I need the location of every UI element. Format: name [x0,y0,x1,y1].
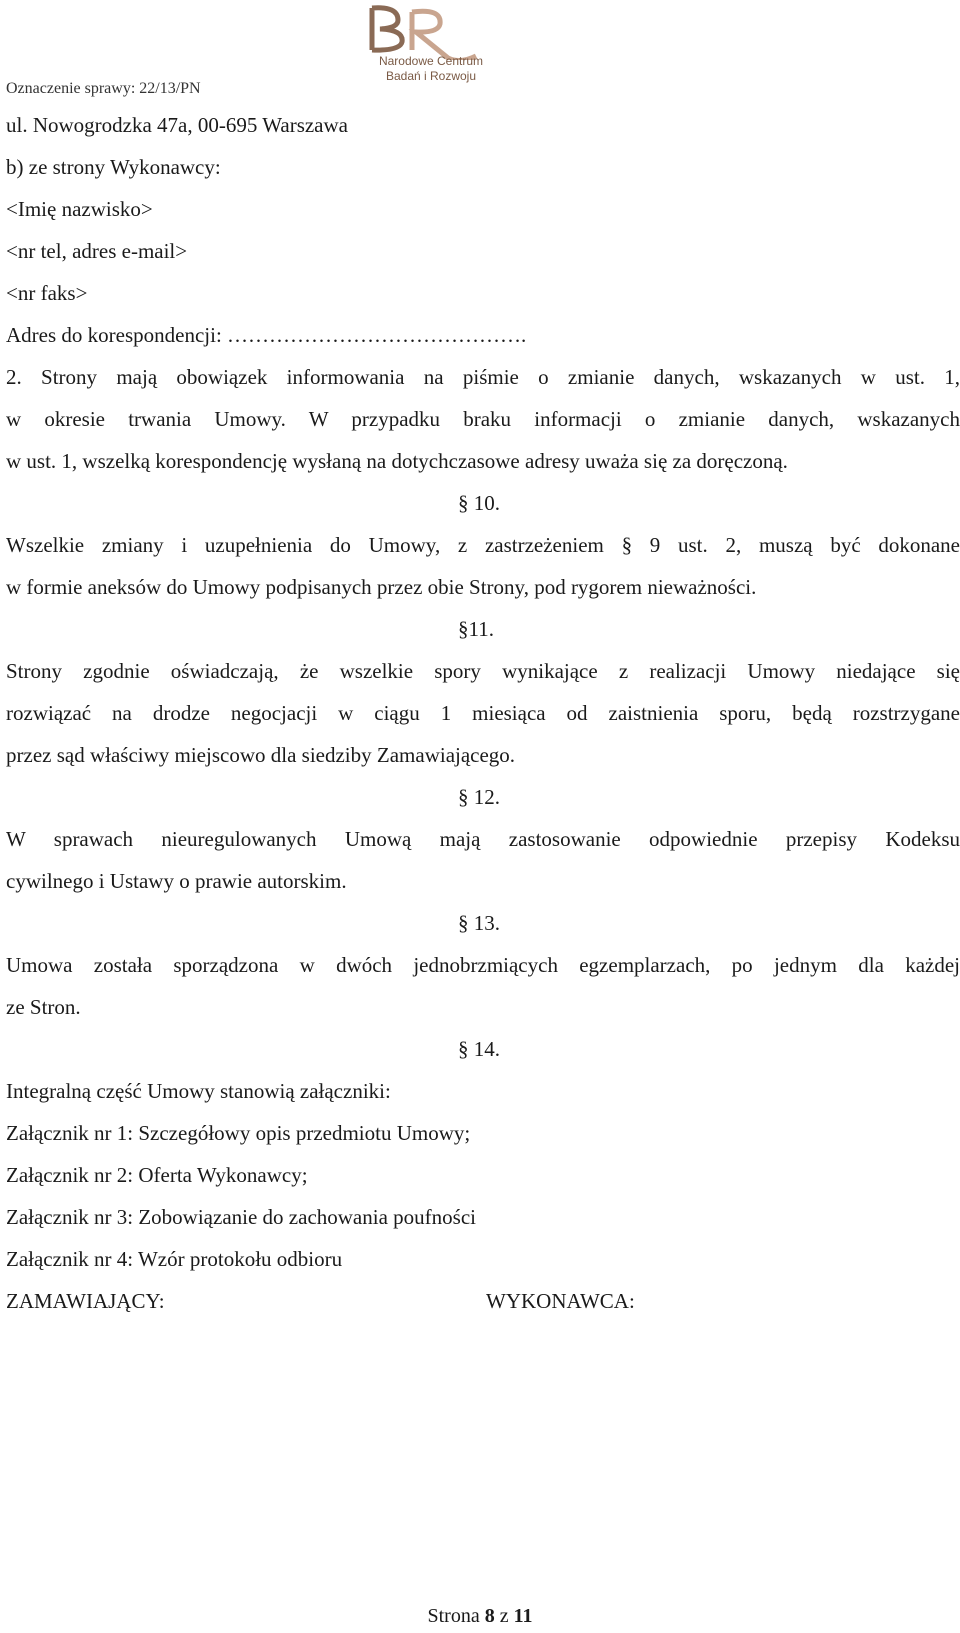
current-page: 8 [484,1605,495,1627]
section-12-line: W sprawach nieuregulowanych Umową mają zastosowanie odpowiednie przepisy Kodeksu [6,827,960,851]
signature-contractor: WYKONAWCA: [486,1289,635,1313]
contractor-name-placeholder: <Imię nazwisko> [6,197,153,221]
total-pages: 11 [513,1605,533,1627]
section-heading-12: § 12. [458,785,500,809]
section-10-line: Wszelkie zmiany i uzupełnienia do Umowy, z zastrzeżeniem § 9 ust. 2, muszą być dokonane [6,533,960,557]
page-separator: z [499,1605,509,1627]
ncbr-logo [350,0,520,96]
paragraph-2-line: w okresie trwania Umowy. W przypadku braku informacji o zmianie danych, wskazanych [6,407,960,431]
contractor-fax-placeholder: <nr faks> [6,281,88,305]
section-10-line: w formie aneksów do Umowy podpisanych przez obie Strony, pod rygorem nieważności. [6,575,757,599]
logo-caption-line2: Badań i Rozwoju [385,69,477,83]
section-11-line: rozwiązać na drodze negocjacji w ciągu 1 miesiąca od zaistnienia sporu, będą rozstrzygane [6,701,960,725]
correspondence-address: Adres do korespondencji: ……………………………………. [6,323,527,347]
section-13-line: ze Stron. [6,995,81,1019]
section-heading-10: § 10. [458,491,500,515]
section-heading-11: §11. [458,617,494,641]
section-heading-14: § 14. [458,1037,500,1061]
section-heading-13: § 13. [458,911,500,935]
section-11-line: Strony zgodnie oświadczają, że wszelkie spory wynikające z realizacji Umowy niedające się [6,659,960,683]
page-prefix: Strona [427,1605,480,1627]
attachment-item: Załącznik nr 1: Szczegółowy opis przedmiotu Umowy; [6,1121,471,1145]
attachment-item: Załącznik nr 4: Wzór protokołu odbioru [6,1247,343,1271]
attachment-item: Załącznik nr 3: Zobowiązanie do zachowania poufności [6,1205,476,1229]
signature-ordering-party: ZAMAWIAJĄCY: [6,1289,165,1313]
logo-caption-line1: Narodowe Centrum [378,54,484,68]
ncbr-logo-mark-icon [350,0,520,60]
section-11-line: przez sąd właściwy miejscowo dla siedziby Zamawiającego. [6,743,516,767]
paragraph-2-line: 2. Strony mają obowiązek informowania na piśmie o zmianie danych, wskazanych w ust. 1, [6,365,960,389]
contractor-contact-placeholder: <nr tel, adres e-mail> [6,239,188,263]
contractor-side-label: b) ze strony Wykonawcy: [6,155,221,179]
section-14-intro: Integralną część Umowy stanowią załączniki: [6,1079,391,1103]
section-12-line: cywilnego i Ustawy o prawie autorskim. [6,869,347,893]
address-line: ul. Nowogrodzka 47a, 00-695 Warszawa [6,113,348,137]
attachment-item: Załącznik nr 2: Oferta Wykonawcy; [6,1163,308,1187]
page-number [0,1605,960,1628]
section-13-line: Umowa została sporządzona w dwóch jednobrzmiących egzemplarzach, po jednym dla każdej [6,953,960,977]
paragraph-2-line: w ust. 1, wszelką korespondencję wysłaną na dotychczasowe adresy uważa się za doręczoną. [6,449,788,473]
case-reference: Oznaczenie sprawy: 22/13/PN [6,80,201,97]
